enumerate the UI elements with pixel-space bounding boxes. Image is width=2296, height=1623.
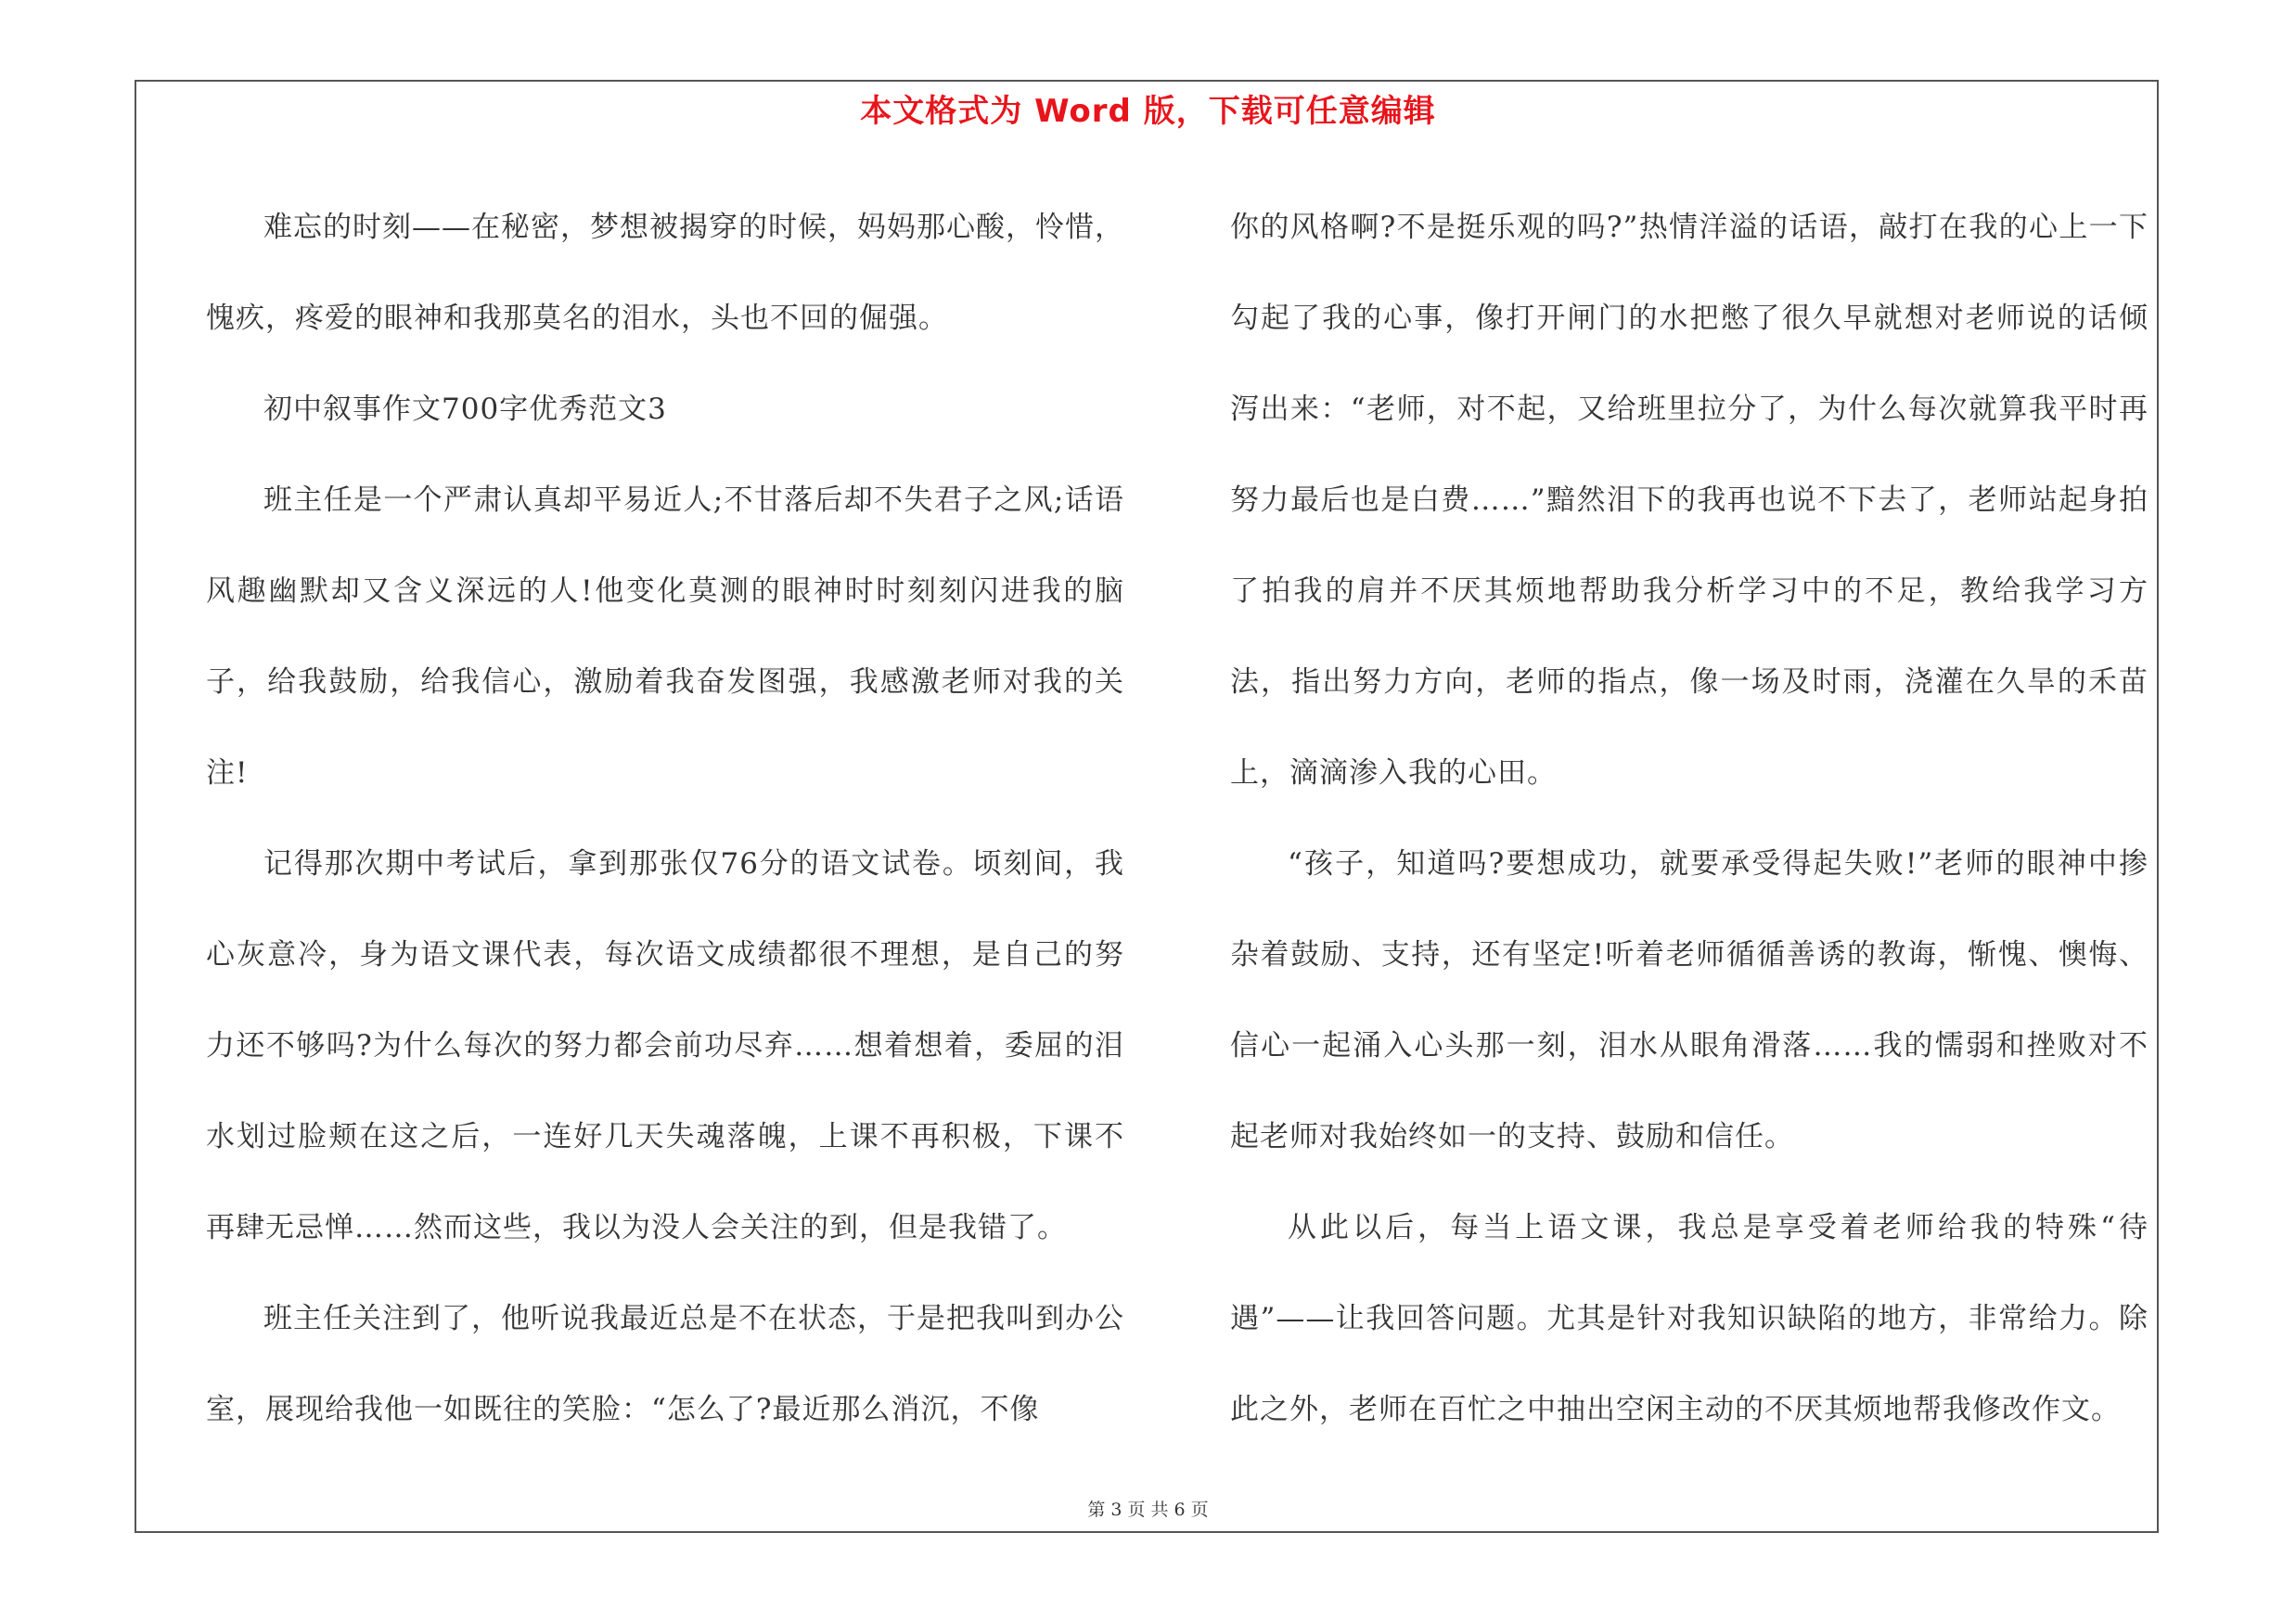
paragraph: 班主任关注到了，他听说我最近总是不在状态，于是把我叫到办公室，展现给我他一如既往的笑脸：“怎么了?最近那么消沉，不像	[206, 1302, 1124, 1426]
paragraph: 班主任是一个严肃认真却平易近人;不甘落后却不失君子之风;话语风趣幽默却又含义深远的人!他变化莫测的眼神时时刻刻闪进我的脑子，给我鼓励，给我信心，激励着我奋发图强，我感激老师对我的关注!	[206, 483, 1124, 790]
right-column	[1230, 182, 2148, 1455]
left-column	[206, 182, 1124, 1455]
format-banner: 本文格式为 Word 版，下载可任意编辑	[860, 93, 1436, 130]
page-number: 第 3 页 共 6 页	[1087, 1500, 1209, 1520]
paragraph: 从此以后，每当上语文课，我总是享受着老师给我的特殊“待遇”——让我回答问题。尤其是针对我知识缺陷的地方，非常给力。除此之外，老师在百忙之中抽出空闲主动的不厌其烦地帮我修改作文。	[1230, 1211, 2148, 1426]
paragraph: 难忘的时刻——在秘密，梦想被揭穿的时候，妈妈那心酸，怜惜，愧疚，疼爱的眼神和我那莫名的泪水，头也不回的倔强。	[206, 211, 1124, 335]
paragraph: “孩子，知道吗?要想成功，就要承受得起失败!”老师的眼神中掺杂着鼓励、支持，还有坚定!听着老师循循善诱的教诲，惭愧、懊悔、信心一起涌入心头那一刻，泪水从眼角滑落……我的懦弱和挫败对不起老师对我始终如一的支持、鼓励和信任。	[1230, 847, 2148, 1153]
section-heading: 初中叙事作文700字优秀范文3	[263, 393, 667, 426]
paragraph: 你的风格啊?不是挺乐观的吗?”热情洋溢的话语，敲打在我的心上一下勾起了我的心事，像打开闸门的水把憋了很久早就想对老师说的话倾泻出来：“老师，对不起，又给班里拉分了，为什么每次就算我平时再努力最后也是白费……”黯然泪下的我再也说不下去了，老师站起身拍了拍我的肩并不厌其烦地帮助我分析学习中的不足，教给我学习方法，指出努力方向，老师的指点，像一场及时雨，浇灌在久旱的禾苗上，滴滴渗入我的心田。	[1230, 211, 2148, 790]
paragraph: 记得那次期中考试后，拿到那张仅76分的语文试卷。顷刻间，我心灰意冷，身为语文课代表，每次语文成绩都很不理想，是自己的努力还不够吗?为什么每次的努力都会前功尽弃……想着想着，委屈的泪水划过脸颊在这之后，一连好几天失魂落魄，上课不再积极，下课不再肆无忌惮……然而这些，我以为没人会关注的到，但是我错了。	[206, 847, 1124, 1244]
